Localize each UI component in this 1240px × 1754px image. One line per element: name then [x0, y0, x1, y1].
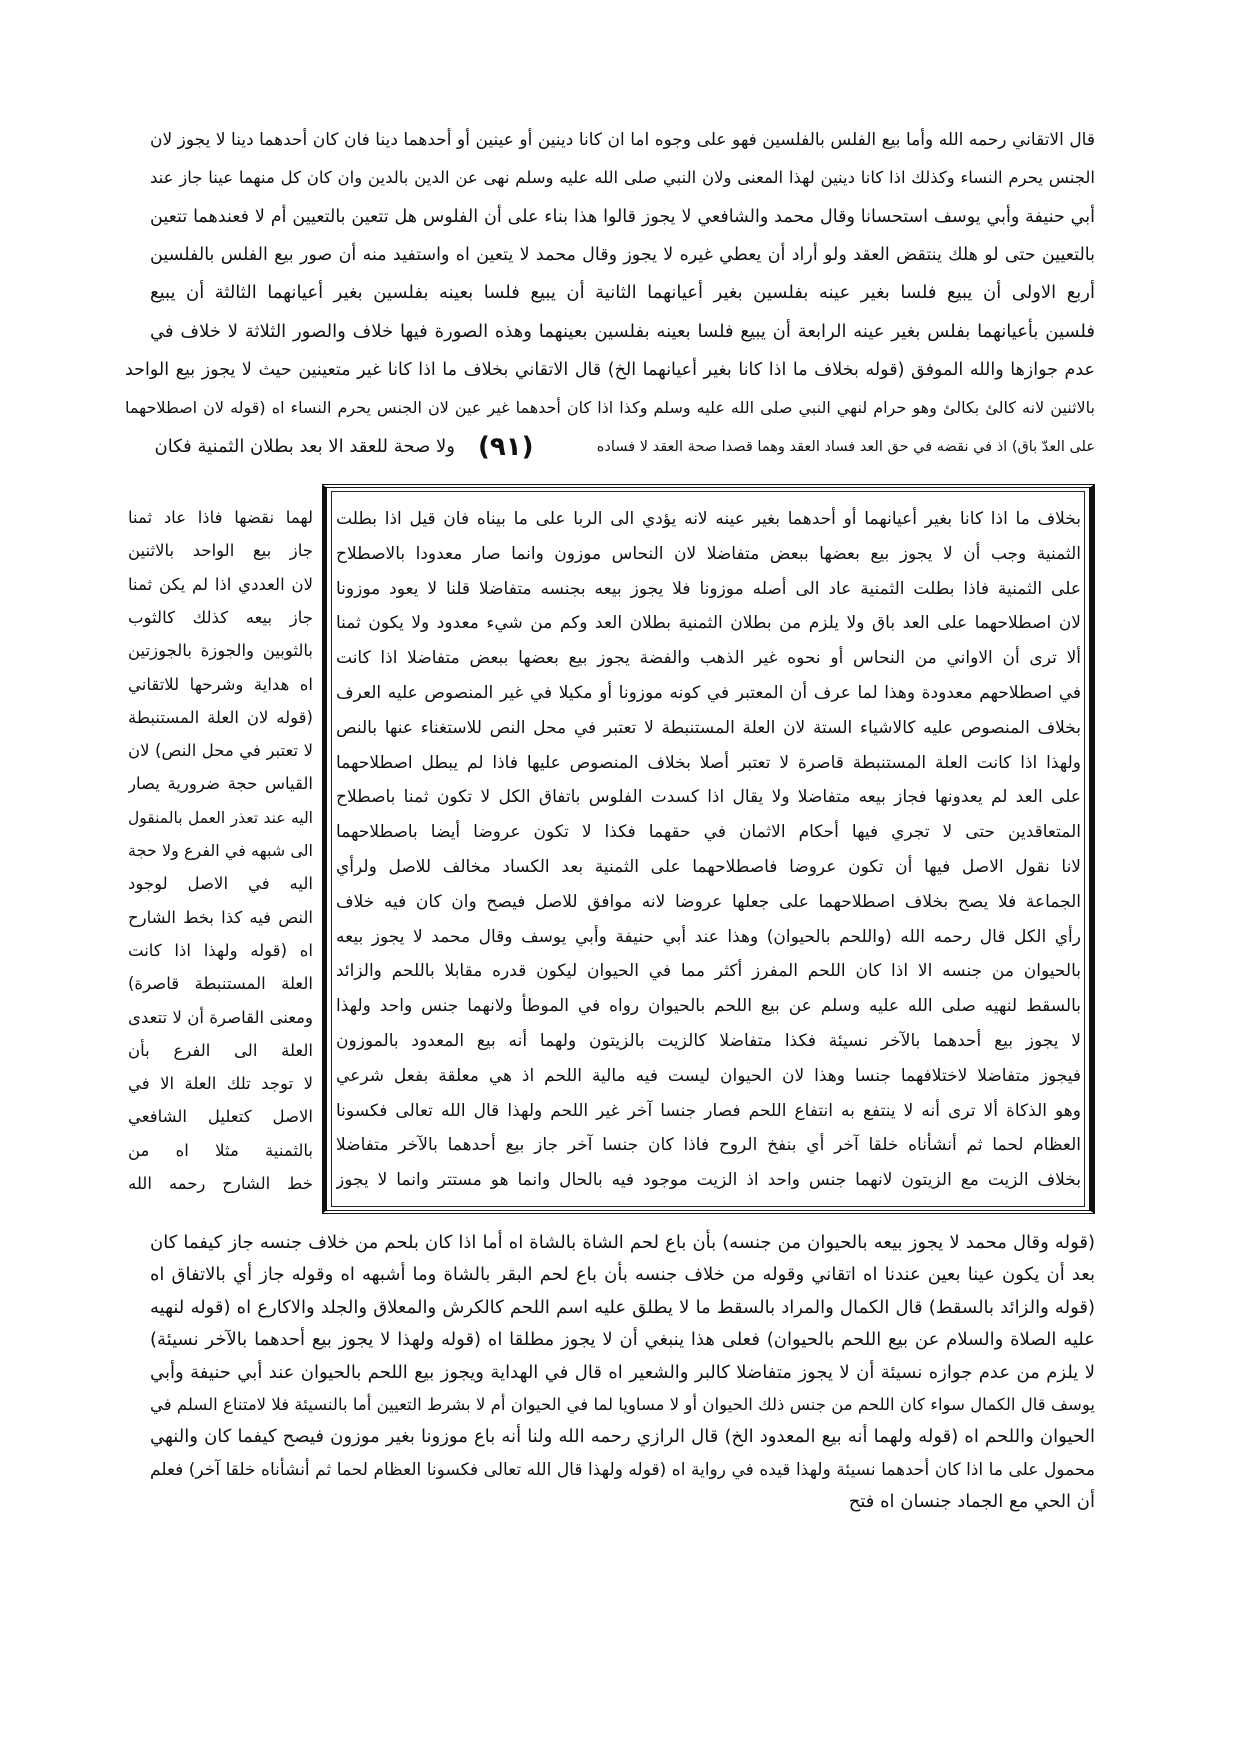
margin-gloss-line: اليه في الاصل لوجود [128, 874, 313, 894]
margin-gloss-line: الاصل كتعليل الشافعي [128, 1107, 313, 1127]
main-text-line: بخلاف المنصوص عليه كالاشياء الستة لان العلة المستنبطة لا تعتبر في محل النص للاستغناء عنها بالنص [336, 717, 1081, 738]
main-text-line: الثمنية وجب أن لا يجوز بيع بعضها ببعض متفاضلا لان النحاس موزون وانما صار معدودا بالاصطلاح [336, 543, 1081, 564]
top-line: أبي حنيفة وأبي يوسف استحسانا وقال محمد والشافعي لا يجوز قالوا هذا بناء على أن الفلوس هل تتعين بالتعيين أم لا فعندهما تتعين [150, 206, 1095, 227]
margin-gloss-line: العلة الى الفرع بأن [128, 1040, 313, 1060]
main-text-line: بالسقط لنهيه صلى الله عليه وسلم عن بيع اللحم بالحيوان رواه في الموطأ ولانهما جنس واحد ولهذا [336, 996, 1081, 1017]
main-text-line: بخلاف ما اذا كانا بغير أعيانهما أو أحدهما بغير عينه لانه يؤدي الى الربا على ما بيناه فان قيل اذا بطلت [336, 509, 1081, 529]
margin-gloss-line: بالثوبين والجوزة بالجوزتين [128, 641, 313, 661]
main-text-line: في اصطلاحهم معدودة وهذا لما عرف أن المعتبر في كونه موزونا أو مكيلا في غير المنصوص عليه العرف [336, 683, 1081, 703]
margin-gloss-line: جاز بيع الواحد بالاثنين [128, 541, 313, 561]
margin-gloss-line: لا توجد تلك العلة الا في [128, 1074, 313, 1094]
main-text-line: فيجوز متفاضلا لاختلافهما جنسا وهذا لان الحيوان ليست فيه مالية اللحم اذ هي معلقة بفعل شرعي [336, 1065, 1081, 1086]
bottom-line: (قوله وقال محمد لا يجوز بيعه بالحيوان من جنسه) بأن باع لحم الشاة بالشاة اه أما اذا كان بلحم من خلاف جنسه جاز كيفما كان [150, 1232, 1095, 1253]
margin-gloss-line: جاز بيعه كذلك كالثوب [128, 607, 313, 627]
bottom-line: بعد أن يكون عينا بعين عندنا اه اتقاني وقوله من خلاف جنسه بأن باع لحم البقر بالشاة وما أشبهه اه وقوله جاز أي بالاتفاق اه [150, 1264, 1095, 1286]
margin-gloss-line: ومعنى القاصرة أن لا تتعدى [128, 1007, 313, 1027]
top-line: قال الاتقاني رحمه الله وأما بيع الفلس بالفلسين فهو على وجوه اما ان كانا دينين أو عينين أو أحدهما دينا فان كان أحدهما دينا لا يجوز لان [150, 130, 1095, 150]
main-text-line: وهو الذكاة ألا ترى أنه لا ينتفع به انتفاع اللحم فصار جنسا آخر غير اللحم ولهذا قال الله تعالى فكسونا [336, 1100, 1081, 1121]
margin-gloss-line: اه (قوله ولهذا اذا كانت [128, 940, 313, 960]
main-text-line: لانا نقول الاصل فيها أن تكون عروضا فاصطلاحهما على الثمنية بعد الكساد مخالف للاصل ولرأي [336, 857, 1081, 877]
main-text-line: بالحيوان من جنسه الا اذا كان اللحم المفرز أكثر مما في الحيوان ليكون قدره مقابلا باللحم والزائد [336, 961, 1081, 982]
main-text-line: العظام لحما ثم أنشأناه خلقا آخر أي بنفخ الروح فاذا كان جنسا آخر جاز بيع أحدهما بالآخر متفاضلا [336, 1135, 1081, 1156]
margin-gloss-line: (قوله لان العلة المستنبطة [128, 707, 313, 727]
margin-gloss-line: خط الشارح رحمه الله [128, 1174, 313, 1193]
main-text-line: رأي الكل قال رحمه الله (واللحم بالحيوان) وهذا عند أبي حنيفة وأبي يوسف وقال محمد لا يجوز بيعه [336, 926, 1081, 947]
main-text-line: بخلاف الزيت مع الزيتون لانهما جنس واحد اذ الزيت موجود فيه بالحال وانما هو مستتر وانما لا يجوز [336, 1170, 1081, 1191]
top-line: بالاثنين لانه كالئ بكالئ وهو حرام لنهي النبي صلى الله عليه وسلم وكذا اذا كان أحدهما غير عين لان الجنس يحرم النساء اه (قوله لان اصطلاحهما [125, 398, 1095, 418]
top-line: الجنس يحرم النساء وكذلك اذا كانا دينين لهذا المعنى ولان النبي صلى الله عليه وسلم نهى عن الدين بالدين وان كان كل منهما عينا جاز عند [150, 168, 1095, 188]
top-line: أربع الاولى أن يبيع فلسا بغير عينه بفلسين بغير أعيانهما الثانية أن يبيع فلسا بعينه بفلسين بغير أعيانهما الثالثة أن يبيع [150, 282, 1095, 304]
top-line: فلسين بأعيانهما بفلس بغير عينه الرابعة أن يبيع فلسا بعينه بفلسين بعينهما وهذه الصورة فيها خلاف والصور الثلاثة لا خلاف في [150, 320, 1095, 342]
margin-gloss-line: العلة المستنبطة قاصرة) [128, 974, 313, 994]
bottom-line: الحيوان واللحم اه (قوله ولهما أنه بيع المعدود الخ) قال الرازي رحمه الله ولنا أنه باع موزونا بغير موزون فيصح كيفما كان والنهي [150, 1426, 1095, 1448]
main-text-line: الجماعة فلا يصح بخلاف اصطلاحهما على جعلها عروضا لانه موافق للاصل فيصح وان كان فيه خلاف [336, 891, 1081, 912]
main-text-line: ولهذا اذا كانت العلة المستنبطة قاصرة لا تعتبر أصلا بخلاف المنصوص عليها فاذا لم يبطل اصطلاحهما [336, 752, 1081, 773]
margin-gloss-line: النص فيه كذا بخط الشارح [128, 907, 313, 927]
main-text-line: ألا ترى أن الاواني من النحاس أو نحوه غير الذهب والفضة يجوز بيع بعضها ببعض متفاضلا اذا كانت [336, 648, 1081, 669]
main-text-line: على العد لم يعدونها فجاز بيعه متفاضلا ولا يقال اذا كسدت الفلوس باتفاق الكل لا تكون ثمنا باصطلاح [336, 787, 1081, 808]
main-text-line: لا يجوز بيع أحدهما بالآخر نسيئة فكذا متفاضلا كالزيت بالزيتون ولهما أنه بيع المعدود بالموزون [336, 1031, 1081, 1051]
margin-gloss-line: لا تعتبر في محل النص) لان [128, 741, 313, 761]
margin-gloss-line: بالثمنية مثلا اه من [128, 1140, 313, 1160]
bottom-line: عليه الصلاة والسلام عن بيع اللحم بالحيوان) فعلى هذا ينبغي أن لا يجوز مطلقا اه (قوله ولهذا لا يجوز بيع أحدهما بالآخر نسيئة) [150, 1329, 1095, 1351]
main-text-line: على الثمنية فاذا بطلت الثمنية عاد الى أصله موزونا فلا يجوز بيعه بجنسه متفاضلا قلنا لا يعود موزونا [336, 578, 1081, 599]
top-line: بالتعيين حتى لو هلك ينتقض العقد ولو أراد أن يعطي غيره لا يجوز وقال محمد لا يتعين اه واستفيد منه أن صور بيع الفلس بالفلسين [150, 244, 1095, 265]
bottom-line: (قوله والزائد بالسقط) قال الكمال والمراد بالسقط ما لا يطلق عليه اسم اللحم كالكرش والمعلاق والجلد والاكارع اه (قوله لنهيه [150, 1296, 1095, 1318]
main-text-line: لان اصطلاحهما على العد باق ولا يلزم من بطلان الثمنية بطلان العد وكم من شيء معدود ولا يكون ثمنا [336, 613, 1081, 634]
bottom-line: يوسف قال الكمال سواء كان اللحم من جنس ذلك الحيوان أو لا مساويا لما في الحيوان أم لا بشرط التعيين أما بالنسيئة فلا لامتناع السلم في [150, 1395, 1095, 1414]
bottom-line: أن الحي مع الجماد جنسان اه فتح [848, 1491, 1095, 1513]
bottom-line: محمول على ما اذا كان أحدهما نسيئة ولهذا قيده في رواية اه (قوله ولهذا قال الله تعالى فكسونا العظام لحما ثم أنشأناه خلقا آخر) فعلم [150, 1459, 1095, 1480]
margin-gloss-line: لان العددي اذا لم يكن ثمنا [128, 574, 313, 594]
margin-gloss-line: اليه عند تعذر العمل بالمنقول [128, 808, 313, 827]
bottom-line: لا يلزم من عدم جوازه نسيئة أن لا يجوز متفاضلا كالبر والشعير اه قال في الهداية ويجوز بيع اللحم بالحيوان عند أبي حنيفة وأبي [150, 1361, 1095, 1383]
margin-gloss-line: الى شبهه في الفرع ولا حجة [128, 841, 313, 860]
main-text-line: المتعاقدين حتى لا تجري فيها أحكام الاثمان في حقهما فكذا لا تكون عروضا أيضا باصطلاحهما [336, 822, 1081, 843]
top-line-last-right: على العدّ باق) اذ في نقضه في حق العد فساد العقد وهما قصدا صحة العقد لا فساده [596, 439, 1095, 455]
margin-gloss-line: اه هداية وشرحها للاتقاني [128, 674, 313, 694]
top-line-last-left: ولا صحة للعقد الا بعد بطلان الثمنية فكان [155, 436, 455, 457]
main-text-frame [322, 484, 1095, 1214]
page-number: (٩١) [478, 432, 534, 462]
margin-gloss-line: لهما نقضها فاذا عاد ثمنا [128, 508, 313, 527]
margin-gloss-line: القياس حجة ضرورية يصار [128, 774, 313, 794]
top-line: عدم جوازها والله الموفق (قوله بخلاف ما اذا كانا بغير أعيانهما الخ) قال الاتقاني بخلاف ما اذا كانا غير متعينين حيث لا يجوز بيع الواحد [125, 359, 1095, 380]
